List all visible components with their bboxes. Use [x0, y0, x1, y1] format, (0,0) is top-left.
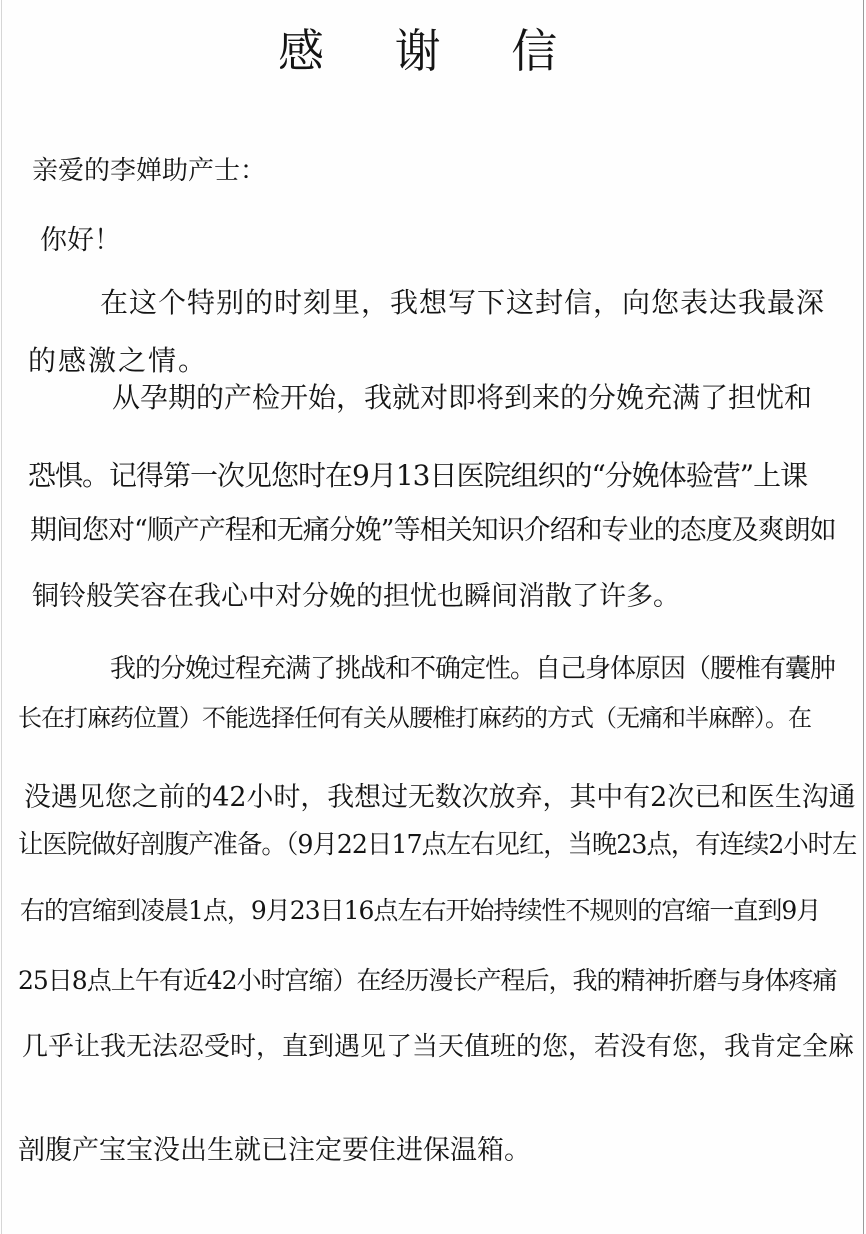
- letter-line: 没遇见您之前的42小时，我想过无数次放弃，其中有2次已和医生沟通: [24, 782, 856, 813]
- letter-line: 的感激之情。: [28, 344, 209, 377]
- letter-line: 我的分娩过程充满了挑战和不确定性。自己身体原因（腰椎有囊肿: [110, 654, 836, 684]
- letter-line: 剖腹产宝宝没出生就已注定要住进保温箱。: [18, 1135, 531, 1166]
- letter-line: 在这个特别的时刻里，我想写下这封信，向您表达我最深: [100, 286, 826, 319]
- page-left-edge: [1, 0, 2, 1234]
- letter-salutation: 亲爱的李婵助产士：: [32, 156, 267, 186]
- letter-line: 期间您对“顺产产程和无痛分娩”等相关知识介绍和专业的态度及爽朗如: [30, 515, 836, 546]
- letter-greeting: 你好！: [40, 225, 121, 256]
- page-right-edge: [863, 0, 864, 1234]
- letter-line: 让医院做好剖腹产准备。（9月22日17点左右见红，当晚23点，有连续2小时左: [18, 830, 857, 860]
- letter-line: 从孕期的产检开始，我就对即将到来的分娩充满了担忧和: [112, 381, 813, 414]
- letter-line: 右的宫缩到凌晨1点，9月23日16点左右开始持续性不规则的宫缩一直到9月: [20, 896, 821, 925]
- letter-line: 恐惧。记得第一次见您时在9月13日医院组织的“分娩体验营”上课: [28, 459, 808, 492]
- letter-line: 25日8点上午有近42小时宫缩）在经历漫长产程后，我的精神折磨与身体疼痛: [18, 966, 837, 995]
- letter-line: 铜铃般笑容在我心中对分娩的担忧也瞬间消散了许多。: [32, 581, 680, 612]
- letter-line: 几乎让我无法忍受时，直到遇见了当天值班的您，若没有您，我肯定全麻: [22, 1032, 855, 1062]
- letter-line: 长在打麻药位置）不能选择任何有关从腰椎打麻药的方式（无痛和半麻醉）。在: [18, 704, 811, 732]
- letter-title: 感 谢 信: [278, 24, 586, 78]
